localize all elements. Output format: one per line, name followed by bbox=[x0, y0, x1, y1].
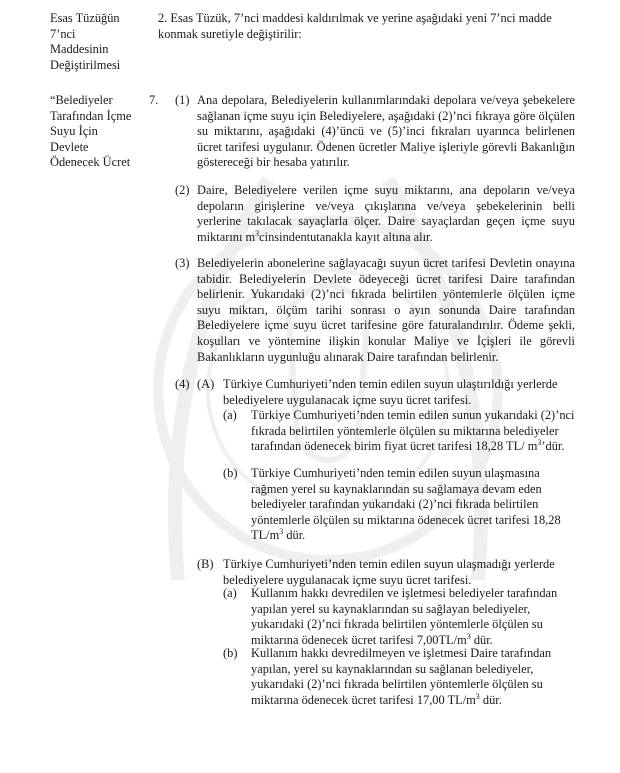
item-A-b-label: (b) bbox=[223, 466, 238, 480]
item-B-b-label: (b) bbox=[223, 646, 238, 660]
margin-note-line: Tarafından İçme bbox=[50, 108, 132, 123]
paragraph-2-label: (2) bbox=[175, 183, 190, 197]
subsection-A-text: Türkiye Cumhuriyeti’nden temin edilen suyun ulaştırıldığı yerlerde belediyelere uygulanacak içme suyu ücret tarifesi. bbox=[223, 377, 558, 407]
margin-note-line: Maddesinin bbox=[50, 42, 109, 57]
item-B-a-label: (a) bbox=[223, 586, 237, 600]
paragraph-3-label: (3) bbox=[175, 256, 190, 270]
margin-note-line: 7’nci bbox=[50, 26, 76, 41]
margin-note-line: Ödenecek Ücret bbox=[50, 155, 131, 170]
paragraph-1-label: (1) bbox=[175, 93, 190, 107]
margin-note-amendment bbox=[50, 11, 145, 73]
article-number: 7. bbox=[149, 93, 159, 107]
paragraph-1-text: Ana depolara, Belediyelerin kullanımlarındaki depolara ve/veya şebekelere sağlanan içme suyu için Belediyelere, aşağıdaki (2)’nci fıkraya göre ölçülen su miktarını, aşağıdaki (4)’üncü ve (5)’inci fıkraları uyarınca belirlenen ücret tarifesi uygulanır. Ödenen ücretler Maliye işleriyle görevli Bakanlığın göstereceği bir hesaba yatırılır. bbox=[197, 93, 575, 170]
item-A-a-label: (a) bbox=[223, 408, 237, 422]
item-B-a-text: Kullanım hakkı devredilen ve işletmesi belediyeler tarafından yapılan yerel su kaynaklarından su sağlayan belediyeler, yukarıdaki (2)’nci fıkrada belirtilen yöntemlerle ölçülen su miktarına ödenecek ücret tarifesi $7,00TL/m^3$ dür. bbox=[251, 586, 558, 647]
paragraph-3-text: Belediyelerin abonelerine sağlayacağı suyun ücret tarifesi Devletin onayına tabidir. Belediyelerin Devlete ödeyeceği ücret tarifesi Daire tarafından belirlenir. Yukarıdaki (2)’nci fıkrada belirtilen yöntemlerle ölçülen içme suyu miktarı, ölçüm tarihi sonrası o ayın sonunda Daire tarafından Belediyelere içme suyu ücret tarifesine göre faturalandırılır. Ödeme şekli, koşulları ve yöntemine ilişkin konular Maliye ve İçişleri ile görevli Bakanlıkların uygunluğu alınarak Daire tarafından belirlenir. bbox=[197, 256, 575, 364]
margin-note-line: Suyu İçin bbox=[50, 124, 98, 139]
item-B-b-text: Kullanım hakkı devredilmeyen ve işletmesi Daire tarafından yapılan, yerel su kaynaklarından su sağlanan belediyeler, yukarıdaki (2)’nci fıkrada belirtilen yöntemlerle ölçülen su miktarına ödenecek ücret tarifesi 17,00 $TL/m^3$ dür. bbox=[251, 646, 552, 707]
margin-note-line: Devlete bbox=[50, 139, 89, 154]
margin-note-line: Değiştirilmesi bbox=[50, 57, 121, 72]
margin-note-line: Esas Tüzüğün bbox=[50, 11, 120, 25]
subsection-B-text: Türkiye Cumhuriyeti’nden temin edilen suyun ulaşmadığı yerlerde belediyelere uygulanacak içme suyu ücret tarifesi. bbox=[223, 557, 555, 587]
paragraph-4-label: (4) bbox=[175, 377, 190, 391]
margin-note-line: “Belediyeler bbox=[50, 93, 113, 107]
subsection-B-label: (B) bbox=[197, 557, 214, 571]
subsection-A-label: (A) bbox=[197, 377, 215, 391]
paragraph-2-text: Daire, Belediyelere verilen içme suyu miktarını, ana depoların ve/veya depoların girişlerine ve/veya çıkışlarına ve/veya şebekelerinin belli yerlerine takılacak sayaçlarla ölçer. Daire sayaçlardan geçen içme suyu miktarını $m^3cinsindentutanakla$ kayıt altına alır. bbox=[197, 183, 575, 244]
item-A-a-text: Türkiye Cumhuriyeti’nden temin edilen sunun yukarıdaki (2)’nci fıkrada belirtilen yöntemlerle ölçülen su miktarına belediyeler tarafından ödenecek birim fiyat ücret tarifesi 18,28 TL/ $m^3’dür$. bbox=[251, 408, 575, 454]
margin-note-title bbox=[50, 93, 145, 171]
section-2-text: 2. Esas Tüzük, 7’nci maddesi kaldırılmak ve yerine aşağıdaki yeni 7’nci madde konmak suretiyle değiştirilir: bbox=[158, 11, 552, 41]
item-A-b-text: Türkiye Cumhuriyeti’nden temin edilen suyun ulaşmasına rağmen yerel su kaynaklarından su sağlamaya devam eden belediyeler tarafından yukarıdaki (2)’nci fıkrada belirtilen yöntemlerle ölçülen su miktarına ödenecek ücret tarifesi 18,28 $TL/m^3$ dür. bbox=[251, 466, 561, 543]
